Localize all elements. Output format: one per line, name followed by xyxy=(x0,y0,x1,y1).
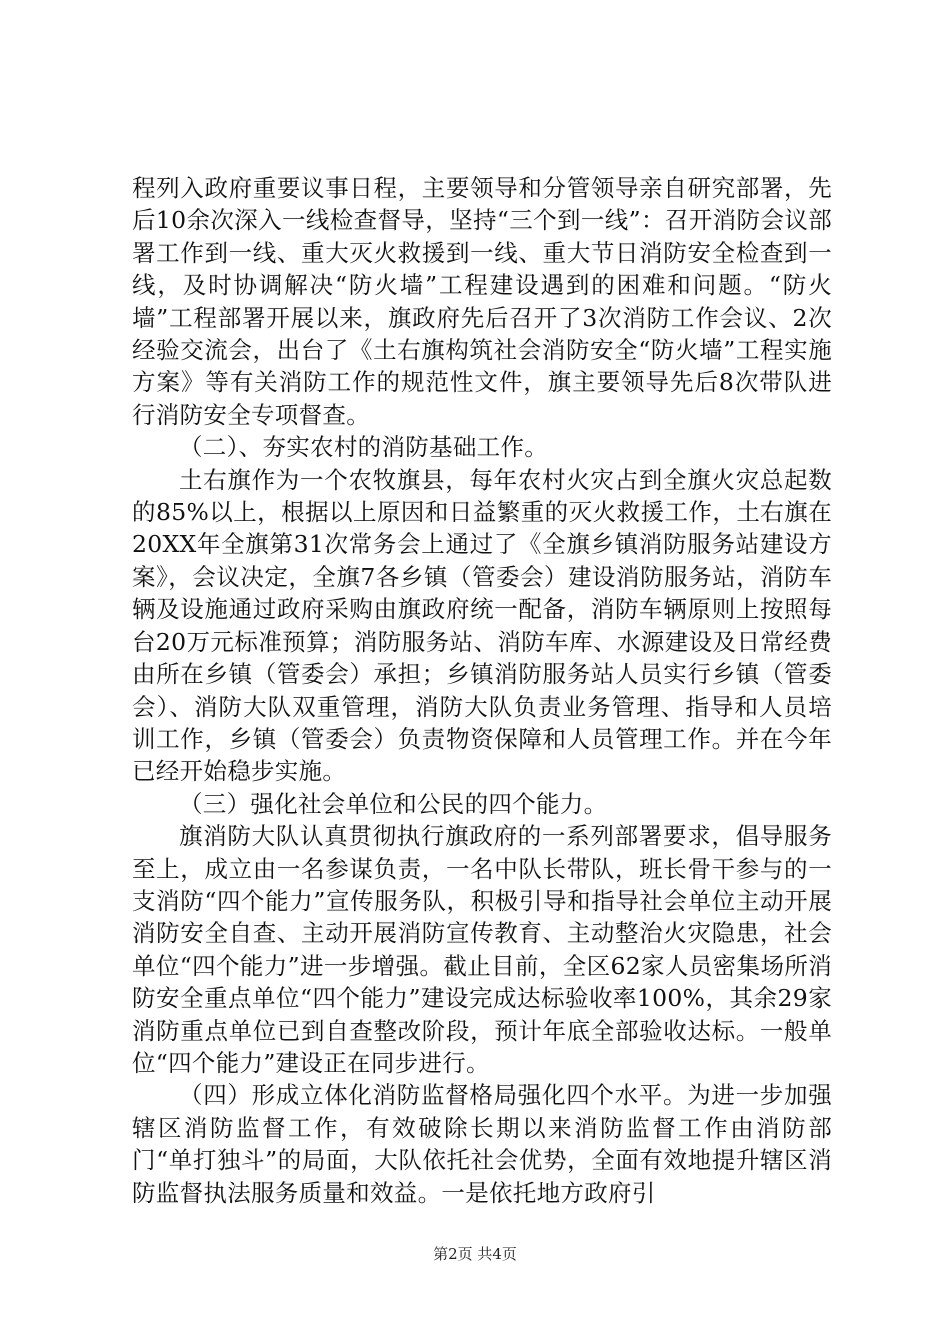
document-body xyxy=(132,172,832,1209)
section-heading-3: （三）强化社会单位和公民的四个能力。 xyxy=(179,789,608,818)
paragraph-supervision: （四）形成立体化消防监督格局强化四个水平。为进一步加强辖区消防监督工作，有效破除长期以来消防监督工作由消防部门“单打独斗”的局面，大队依托社会优势，全面有效地提升辖区消防监督执法服务质量和效益。一是依托地方政府引 xyxy=(132,1081,832,1207)
paragraph-four-abilities: 旗消防大队认真贯彻执行旗政府的一系列部署要求，倡导服务至上，成立由一名参谋负责，一名中队长带队，班长骨干参与的一支消防“四个能力”宣传服务队，积极引导和指导社会单位主动开展消防安全自查、主动开展消防宣传教育、主动整治火灾隐患，社会单位“四个能力”进一步增强。截止目前，全区62家人员密集场所消防安全重点单位“四个能力”建设完成达标验收率100%，其余29家消防重点单位已到自查整改阶段，预计年底全部验收达标。一般单位“四个能力”建设正在同步进行。 xyxy=(132,822,832,1077)
page-number: 第2页 共4页 xyxy=(433,1245,517,1263)
paragraph-continuation: 程列入政府重要议事日程，主要领导和分管领导亲自研究部署，先后10余次深入一线检查督导，坚持“三个到一线”：召开消防会议部署工作到一线、重大灭火救援到一线、重大节日消防安全检查到一线，及时协调解决“防火墙”工程建设遇到的困难和问题。“防火墙”工程部署开展以来，旗政府先后召开了3次消防工作会议、2次经验交流会，出台了《土右旗构筑社会消防安全“防火墙”工程实施方案》等有关消防工作的规范性文件，旗主要领导先后8次带队进行消防安全专项督查。 xyxy=(132,174,832,429)
paragraph-rural-fire: 土右旗作为一个农牧旗县，每年农村火灾占到全旗火灾总起数的85%以上，根据以上原因和日益繁重的灭火救援工作，土右旗在20XX年全旗第31次常务会上通过了《全旗乡镇消防服务站建设方案》，会议决定，全旗7各乡镇（管委会）建设消防服务站，消防车辆及设施通过政府采购由旗政府统一配备，消防车辆原则上按照每台20万元标准预算；消防服务站、消防车库、水源建设及日常经费由所在乡镇（管委会）承担；乡镇消防服务站人员实行乡镇（管委会）、消防大队双重管理，消防大队负责业务管理、指导和人员培训工作，乡镇（管委会）负责物资保障和人员管理工作。并在今年已经开始稳步实施。 xyxy=(132,465,832,786)
section-heading-2: （二）、夯实农村的消防基础工作。 xyxy=(179,433,549,462)
page-footer xyxy=(0,1244,950,1264)
